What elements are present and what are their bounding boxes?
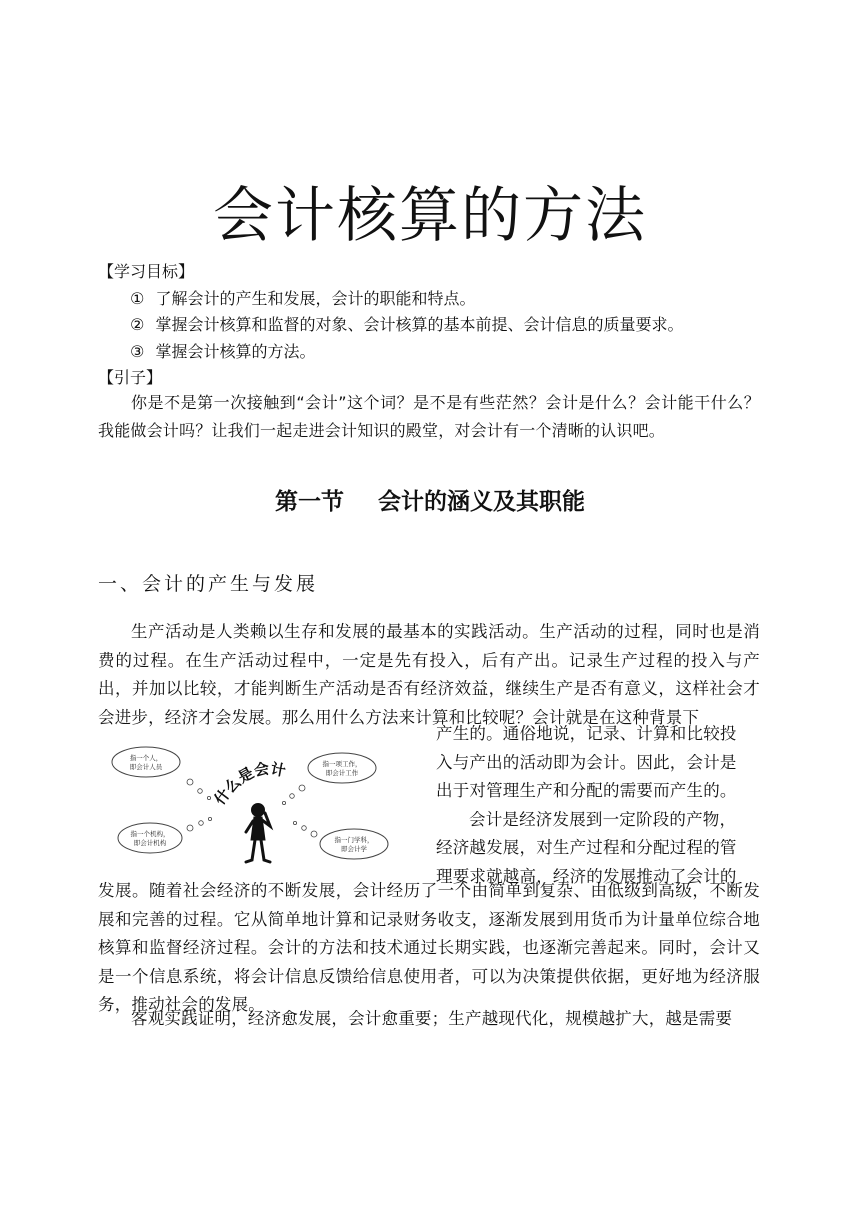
thought-bubble-discipline xyxy=(293,821,388,859)
objective-text: 掌握会计核算和监督的对象、会计核算的基本前提、会计信息的质量要求。 xyxy=(155,315,684,334)
wrapped-text-block xyxy=(436,720,766,891)
paragraph-development: 发展。随着社会经济的不断发展，会计经历了一个由简单到复杂、由低级到高级，不断发展和完善的过程。它从简单地计算和记录财务收支，逐渐发展到用货币为计量单位综合地核算和监督经济过程。会计的方法和技术通过长期实践，也逐渐完善起来。同时，会计又是一个信息系统，将会计信息反馈给信息使用者，可以为决策提供依据，更好地为经济服务，推动社会的发展。 xyxy=(98,881,760,1014)
objective-number: ② xyxy=(130,315,145,334)
objective-item-3 xyxy=(130,342,315,362)
objective-number: ③ xyxy=(130,342,145,361)
wrapped-line: 会计是经济发展到一定阶段的产物， xyxy=(469,809,737,829)
paragraph-production: 生产活动是人类赖以生存和发展的最基本的实践活动。生产活动的过程，同时也是消费的过程。在生产活动过程中，一定是先有投入，后有产出。记录生产过程的投入与产出，并加以比较，才能判断生产活动是否有经济效益，继续生产是否有意义，这样社会才会进步，经济才会发展。那么用什么方法来计算和比较呢？会计就是在这种背景下 xyxy=(98,622,760,727)
what-is-accounting-illustration xyxy=(104,736,422,866)
bubble-line: 指一门学科， xyxy=(334,836,374,844)
objective-item-2 xyxy=(130,315,683,335)
intro-label: 【引子】 xyxy=(98,368,163,387)
bubble-line: 指一个机构， xyxy=(130,830,170,838)
section-number: 第一节 xyxy=(275,489,344,515)
thought-bubble-organization xyxy=(118,817,212,853)
bubble-line: 即会计工作 xyxy=(325,769,359,777)
section-title: 会计的涵义及其职能 xyxy=(378,489,585,515)
bubble-line: 即会计人员 xyxy=(129,763,163,771)
objective-text: 掌握会计核算的方法。 xyxy=(155,342,316,361)
section-heading xyxy=(0,487,860,517)
bubble-line: 即会计学 xyxy=(341,845,367,853)
thought-bubble-work xyxy=(282,753,376,805)
objective-text: 了解会计的产生和发展，会计的职能和特点。 xyxy=(155,289,476,308)
objective-item-1 xyxy=(130,289,475,309)
center-question-label xyxy=(211,760,287,809)
thinking-person-icon xyxy=(246,804,270,863)
wrapped-line: 入与产出的活动即为会计。因此，会计是 xyxy=(436,752,737,772)
paragraph-practice: 客观实践证明，经济愈发展，会计愈重要；生产越现代化，规模越扩大，越是需要 xyxy=(131,1009,733,1028)
bubble-line: 指一项工作， xyxy=(322,760,362,768)
subsection-heading: 一、会计的产生与发展 xyxy=(98,573,319,595)
thought-bubble-person xyxy=(112,747,211,800)
bubble-line: 指一个人， xyxy=(129,754,163,762)
objectives-label: 【学习目标】 xyxy=(98,262,195,281)
wrapped-line: 产生的。通俗地说，记录、计算和比较投 xyxy=(436,724,737,743)
document-title: 会计核算的方法 xyxy=(213,181,647,251)
wrapped-line: 出于对管理生产和分配的需要而产生的。 xyxy=(436,781,737,800)
bubble-line: 即会计机构 xyxy=(133,839,167,847)
wrapped-line: 经济越发展，对生产过程和分配过程的管 xyxy=(436,838,737,857)
objective-number: ① xyxy=(130,289,145,308)
wrapped-line: 理要求就越高，经济的发展推动了会计的 xyxy=(436,866,737,886)
intro-paragraph: 你是不是第一次接触到“会计”这个词？是不是有些茫然？会计是什么？会计能干什么？我能做会计吗？让我们一起走进会计知识的殿堂，对会计有一个清晰的认识吧。 xyxy=(98,393,760,440)
center-question-text: 什么是会计 xyxy=(210,759,288,809)
